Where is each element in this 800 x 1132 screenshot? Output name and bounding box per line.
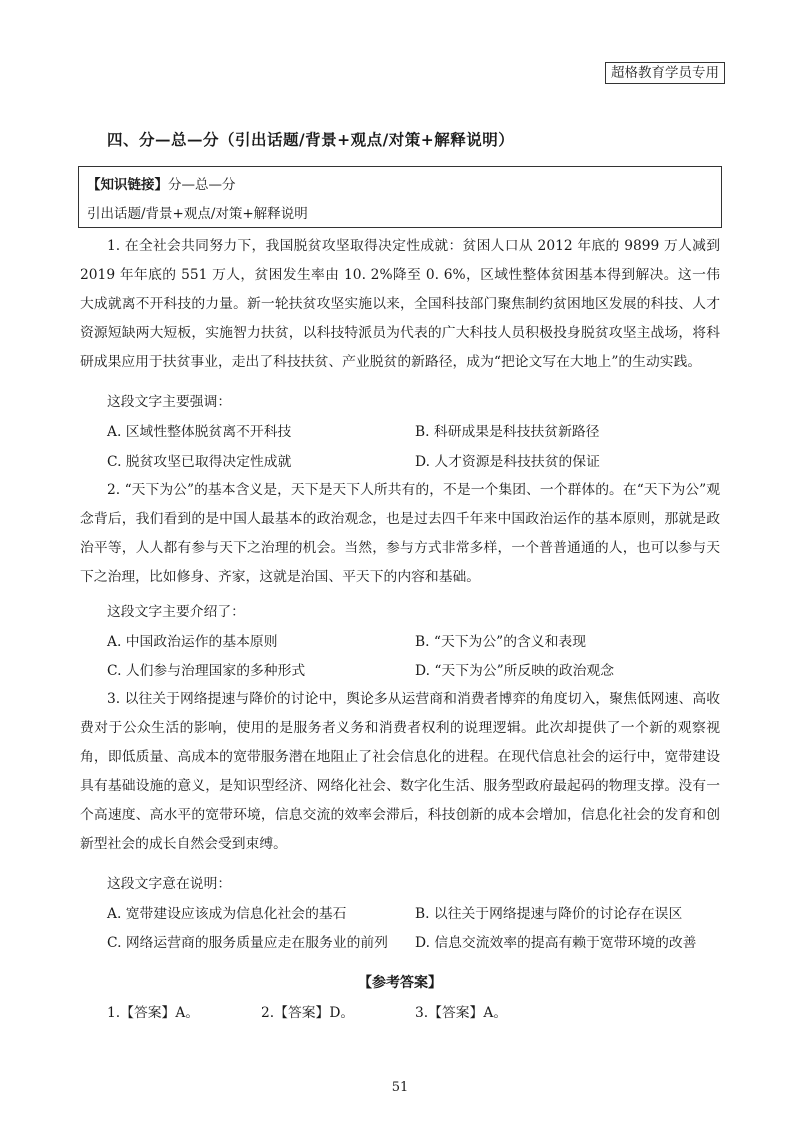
knowledge-box (78, 166, 722, 228)
knowledge-link-tag: 【知识链接】 (87, 177, 168, 193)
question-1-option-c: C. 脱贫攻坚已取得决定性成就 (107, 454, 292, 470)
usage-stamp: 超格教育学员专用 (605, 62, 725, 84)
section-title: 四、分—总—分（引出话题/背景+观点/对策+解释说明） (107, 130, 515, 149)
question-2-option-b: B. “天下为公”的含义和表现 (415, 634, 586, 650)
page-number: 51 (391, 1080, 409, 1095)
knowledge-link-description: 引出话题/背景+观点/对策+解释说明 (87, 206, 308, 222)
answer-3: 3.【答案】A。 (415, 1005, 508, 1021)
question-2-option-c: C. 人们参与治理国家的多种形式 (107, 663, 306, 679)
question-3-text: 3. 以往关于网络提速与降价的讨论中，舆论多从运营商和消费者博弈的角度切入，聚焦低网速、高收费对于公众生活的影响，使用的是服务者义务和消费者权利的说理逻辑。此次却提供了一个新的观察视角，即低质量、高成本的宽带服务潜在地阻止了社会信息化的进程。在现代信息社会的运行中，宽带建设具有基础设施的意义，是知识型经济、网络化社会、数字化生活、服务型政府最起码的物理支撑。没有一个高速度、高水平的宽带环境，信息交流的效率会滞后，科技创新的成本会增加，信息化社会的发育和创新型社会的成长自然会受到束缚。 (80, 691, 720, 852)
question-3-stem: 这段文字意在说明： (107, 876, 232, 892)
question-2-option-d: D. “天下为公”所反映的政治观念 (415, 663, 615, 679)
question-2-option-a: A. 中国政治运作的基本原则 (107, 634, 278, 650)
question-2-stem: 这段文字主要介绍了： (107, 604, 245, 620)
answer-1: 1.【答案】A。 (107, 1005, 200, 1021)
knowledge-link-text: 分—总—分 (168, 177, 236, 193)
question-1-stem: 这段文字主要强调： (107, 394, 232, 410)
question-1-option-d: D. 人才资源是科技扶贫的保证 (415, 454, 600, 470)
question-1-text: 1. 在全社会共同努力下，我国脱贫攻坚取得决定性成就：贫困人口从 2012 年底的 9899 万人减到 2019 年年底的 551 万人，贫困发生率由 10. 2%降至 0. 6%，区域性整体贫困基本得到解决。这一伟大成就离不开科技的力量。新一轮扶贫攻坚实施以来，全国科技部门聚焦制约贫困地区发展的科技、人才资源短缺两大短板，实施智力扶贫，以科技特派员为代表的广大科技人员积极投身脱贫攻坚主战场，将科研成果应用于扶贫事业，走出了科技扶贫、产业脱贫的新路径，成为“把论文写在大地上”的生动实践。 (80, 238, 720, 370)
question-1-option-a: A. 区域性整体脱贫离不开科技 (107, 424, 292, 440)
question-3-option-a: A. 宽带建设应该成为信息化社会的基石 (107, 906, 347, 922)
answers-title: 【参考答案】 (358, 975, 442, 991)
knowledge-link-line (87, 173, 236, 193)
answer-2: 2.【答案】D。 (261, 1005, 355, 1021)
question-3-option-b: B. 以往关于网络提速与降价的讨论存在误区 (415, 906, 683, 922)
question-2-text: 2. “天下为公”的基本含义是，天下是天下人所共有的，不是一个集团、一个群体的。在“天下为公”观念背后，我们看到的是中国人最基本的政治观念，也是过去四千年来中国政治运作的基本原则，那就是政治平等，人人都有参与天下之治理的机会。当然，参与方式非常多样，一个普普通通的人，也可以参与天下之治理，比如修身、齐家，这就是治国、平天下的内容和基础。 (80, 482, 720, 585)
question-3-option-c: C. 网络运营商的服务质量应走在服务业的前列 (107, 935, 388, 951)
question-3-option-d: D. 信息交流效率的提高有赖于宽带环境的改善 (415, 935, 697, 951)
question-1-option-b: B. 科研成果是科技扶贫新路径 (415, 424, 600, 440)
